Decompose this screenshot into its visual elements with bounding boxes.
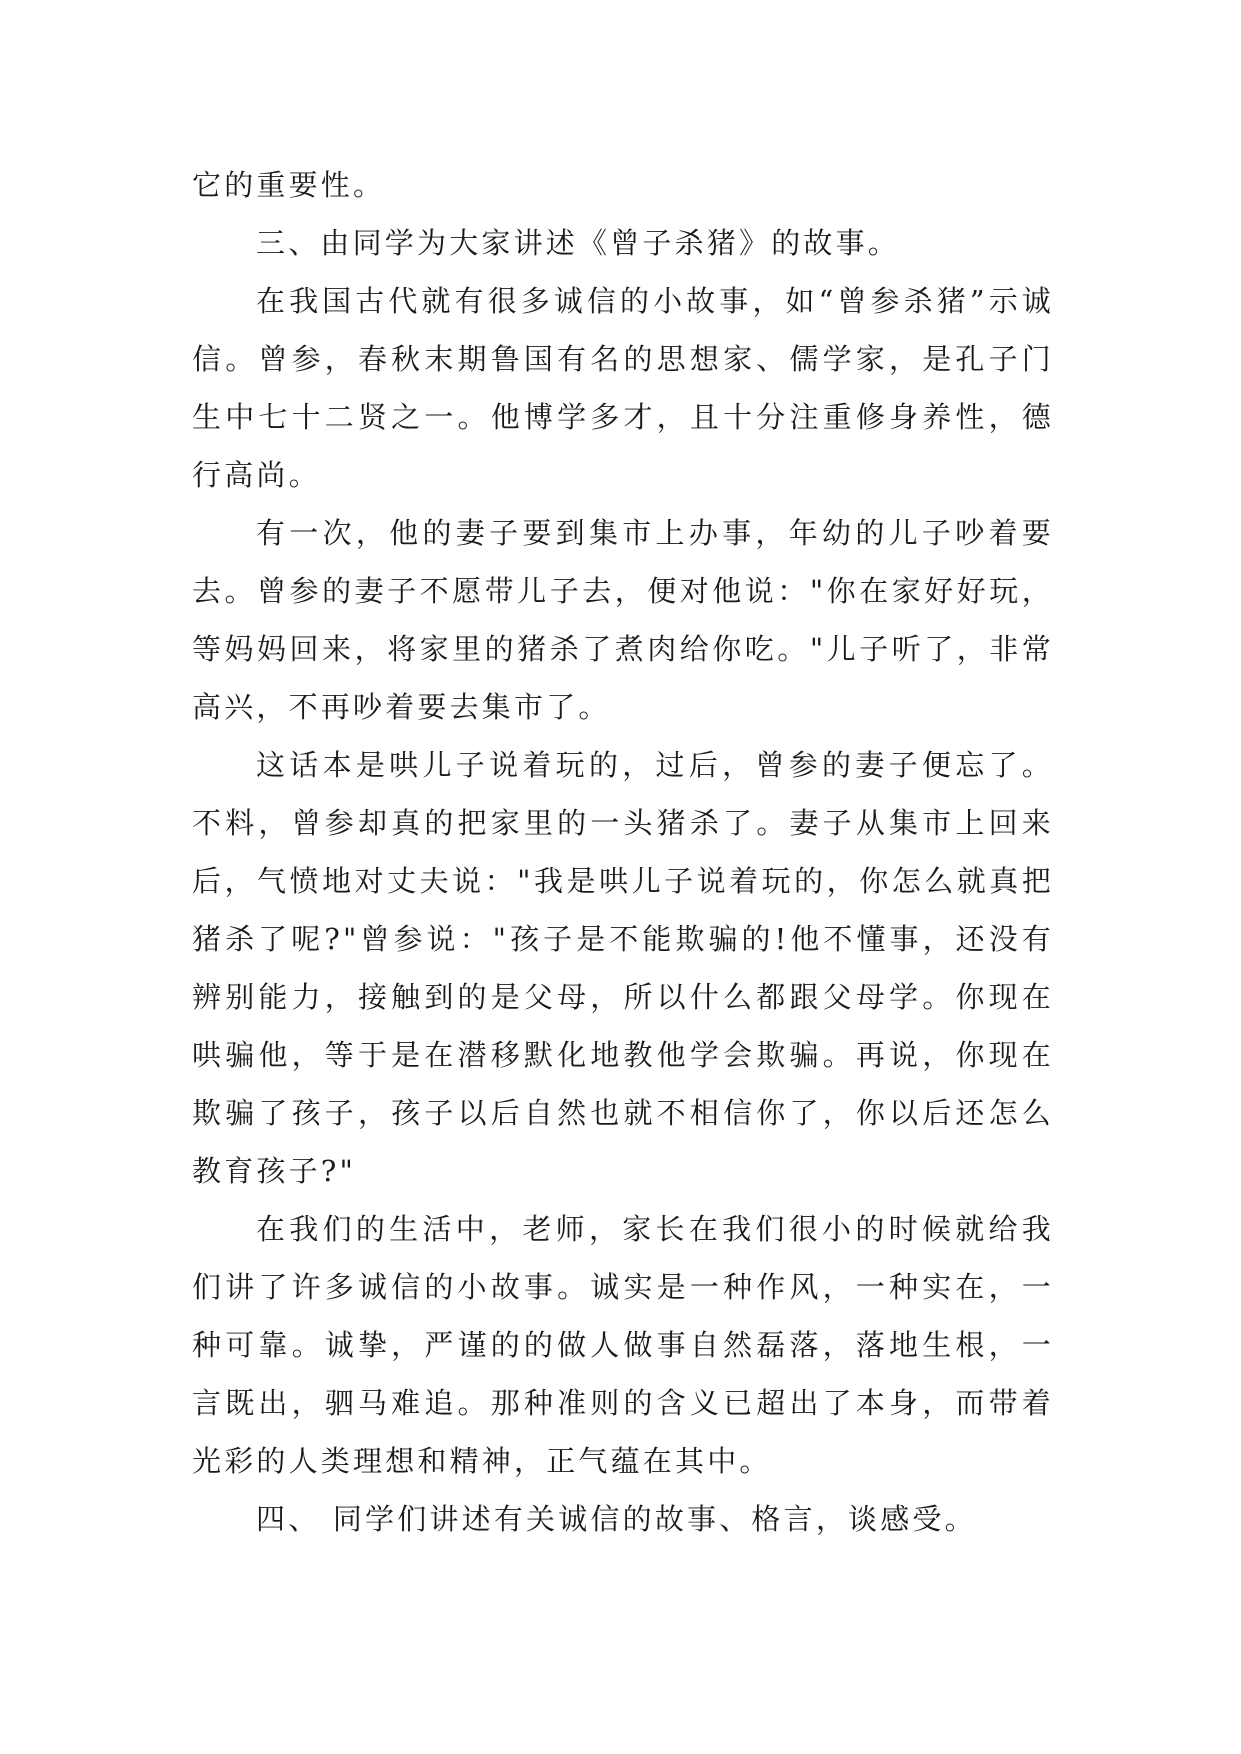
paragraph-pig-killed: 这话本是哄儿子说着玩的，过后，曾参的妻子便忘了。不料，曾参却真的把家里的一头猪杀了。妻子从集市上回来后，气愤地对丈夫说："我是哄儿子说着玩的，你怎么就真把猪杀了呢?"曾参说："孩子是不能欺骗的!他不懂事，还没有辨别能力，接触到的是父母，所以什么都跟父母学。你现在哄骗他，等于是在潜移默化地教他学会欺骗。再说，你现在欺骗了孩子，孩子以后自然也就不相信你了，你以后还怎么教育孩子?" (192, 748, 1054, 1188)
section-heading-three: 三、由同学为大家讲述《曾子杀猪》的故事。 (256, 226, 901, 260)
paragraph-continuation: 它的重要性。 (192, 168, 386, 202)
paragraph-wife-market: 有一次，他的妻子要到集市上办事，年幼的儿子吵着要去。曾参的妻子不愿带儿子去，便对他说："你在家好好玩，等妈妈回来，将家里的猪杀了煮肉给你吃。"儿子听了，非常高兴，不再吵着要去集市了。 (192, 516, 1054, 724)
document-body (192, 156, 1054, 1548)
section-heading-four: 四、 同学们讲述有关诚信的故事、格言，谈感受。 (256, 1502, 977, 1536)
paragraph-honesty-life: 在我们的生活中，老师，家长在我们很小的时候就给我们讲了许多诚信的小故事。诚实是一种作风，一种实在，一种可靠。诚挚，严谨的的做人做事自然磊落，落地生根，一言既出，驷马难追。那种准则的含义已超出了本身，而带着光彩的人类理想和精神，正气蕴在其中。 (192, 1212, 1054, 1478)
paragraph-zengshen-intro: 在我国古代就有很多诚信的小故事，如“曾参杀猪”示诚信。曾参，春秋末期鲁国有名的思想家、儒学家，是孔子门生中七十二贤之一。他博学多才，且十分注重修身养性，德行高尚。 (192, 284, 1054, 492)
